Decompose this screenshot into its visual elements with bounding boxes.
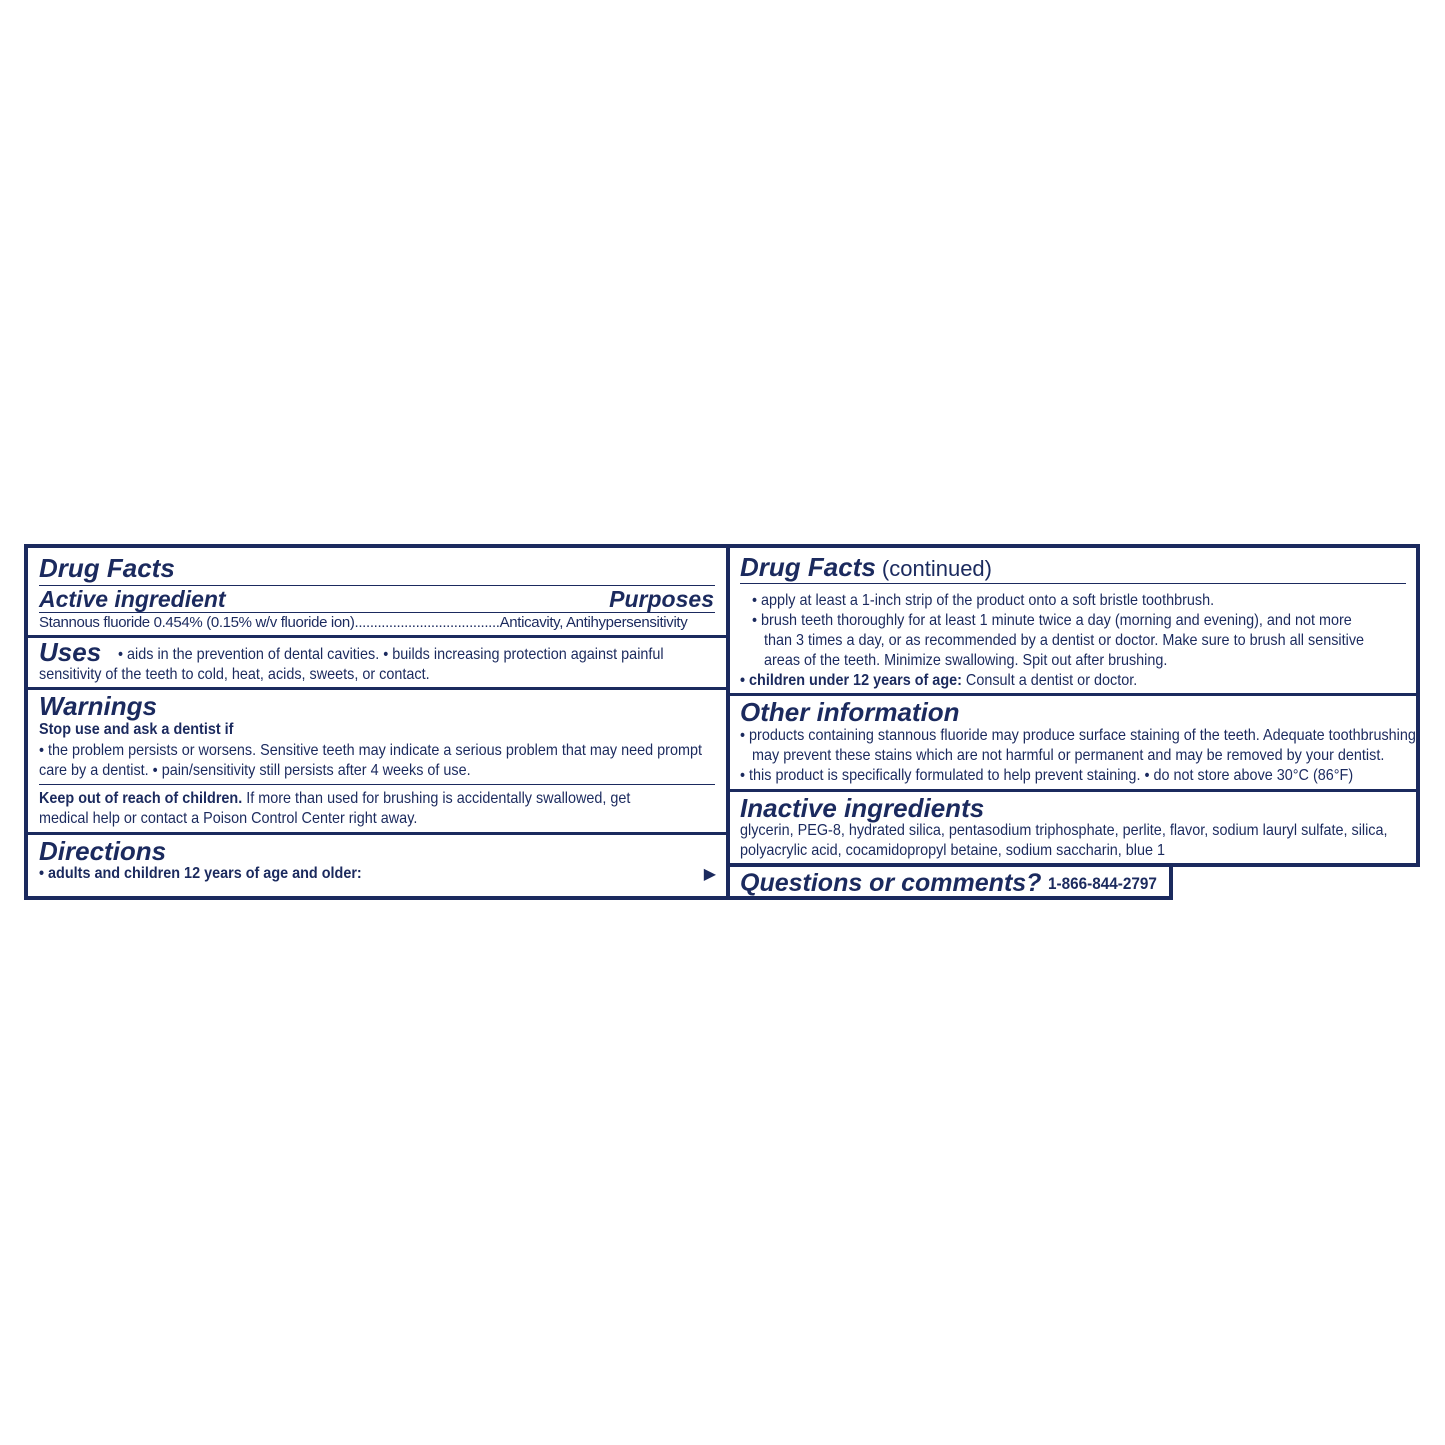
children-bold: • children under 12 years of age: — [740, 672, 962, 689]
active-ingredient-heading: Active ingredient — [39, 586, 226, 612]
continue-arrow-icon: ▶ — [703, 866, 716, 883]
section-divider — [730, 693, 1416, 696]
uses-text-line1: • aids in the prevention of dental cavities. • builds increasing protection against painful — [118, 646, 664, 663]
other-info-line2: may prevent these stains which are not harmful or permanent and may be removed by your dentist. — [752, 747, 1385, 764]
inactive-line1: glycerin, PEG-8, hydrated silica, pentasodium triphosphate, perlite, flavor, sodium lauryl sulfate, silica, — [740, 822, 1388, 839]
keep-out-line1 — [39, 789, 630, 809]
active-ingredient-purpose: Anticavity, Antihypersensitivity — [499, 614, 688, 631]
panel-title-continued — [740, 553, 992, 583]
warnings-line2: care by a dentist. • pain/sensitivity still persists after 4 weeks of use. — [39, 762, 471, 779]
warnings-rule — [39, 784, 715, 785]
keep-out-rest: If more than used for brushing is accidentally swallowed, get — [242, 790, 631, 807]
uses-text-line2: sensitivity of the teeth to cold, heat, acids, sweets, or contact. — [39, 666, 430, 683]
purposes-heading: Purposes — [609, 586, 714, 612]
children-line — [740, 671, 1137, 691]
drug-facts-panel-left — [24, 544, 730, 900]
questions-heading: Questions or comments? — [740, 869, 1042, 897]
continued-label: (continued) — [875, 556, 992, 581]
directions-cont-line3: than 3 times a day, or as recommended by a dentist or doctor. Make sure to brush all sensitive — [764, 632, 1365, 649]
phone-number[interactable]: 1-866-844-2797 — [1048, 874, 1157, 893]
panel-title: Drug Facts — [39, 553, 175, 583]
warnings-line1: • the problem persists or worsens. Sensitive teeth may indicate a serious problem that may need prompt — [39, 742, 702, 759]
directions-cont-line4: areas of the teeth. Minimize swallowing. Spit out after brushing. — [764, 652, 1168, 669]
drug-facts-panel-right — [726, 544, 1420, 867]
section-divider — [28, 832, 726, 835]
stop-use-heading: Stop use and ask a dentist if — [39, 721, 234, 738]
keep-out-bold: Keep out of reach of children. — [39, 790, 243, 807]
section-divider — [28, 635, 726, 638]
other-info-line1: • products containing stannous fluoride may produce surface staining of the teeth. Adequate toothbrushing — [740, 727, 1416, 744]
uses-heading: Uses — [39, 637, 102, 667]
other-information-heading: Other information — [740, 697, 960, 727]
directions-heading: Directions — [39, 836, 167, 866]
warnings-heading: Warnings — [39, 691, 157, 721]
children-rest: Consult a dentist or doctor. — [961, 672, 1138, 689]
inactive-ingredients-heading: Inactive ingredients — [740, 793, 985, 823]
active-ingredient-line — [39, 613, 687, 633]
section-divider — [28, 687, 726, 690]
panel-title: Drug Facts — [740, 552, 876, 582]
inactive-line2: polyacrylic acid, cocamidopropyl betaine, sodium saccharin, blue 1 — [740, 842, 1166, 859]
directions-cont-line2: • brush teeth thoroughly for at least 1 minute twice a day (morning and evening), and not more — [752, 612, 1352, 629]
section-divider — [730, 789, 1416, 792]
title-rule — [740, 583, 1406, 584]
keep-out-line2: medical help or contact a Poison Control Center right away. — [39, 810, 418, 827]
directions-line1: • adults and children 12 years of age and older: — [39, 865, 362, 882]
questions-box — [726, 863, 1173, 900]
directions-cont-line1: • apply at least a 1-inch strip of the product onto a soft bristle toothbrush. — [752, 592, 1215, 609]
leader-dots: ...................................... — [354, 614, 500, 631]
other-info-line3: • this product is specifically formulated to help prevent staining. • do not store above 30°C (86°F) — [740, 767, 1354, 784]
active-ingredient-name: Stannous fluoride 0.454% (0.15% w/v fluoride ion) — [39, 614, 355, 631]
